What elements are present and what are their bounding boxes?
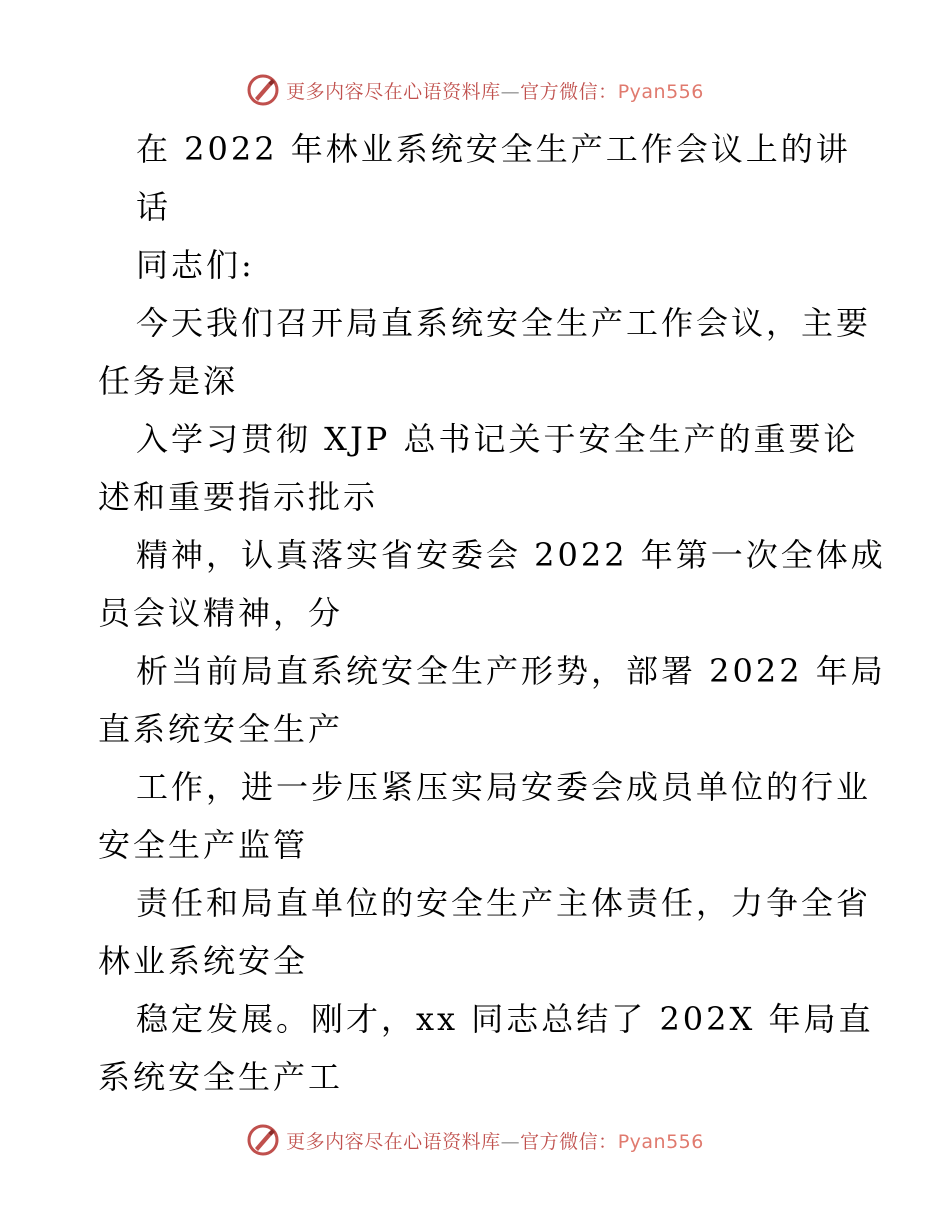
watermark-account: Pyan556 — [617, 1130, 704, 1153]
document-line: 话 — [136, 188, 172, 226]
watermark-dash: — — [500, 80, 521, 103]
watermark-dash: — — [500, 1130, 521, 1153]
pen-logo-icon — [246, 73, 280, 107]
document-line: 工作，进一步压紧压实局安委会成员单位的行业 — [136, 768, 872, 806]
watermark-text — [286, 77, 704, 104]
pen-logo-icon — [246, 1123, 280, 1157]
watermark-label: 官方微信： — [520, 80, 618, 103]
document-line: 任务是深 — [98, 362, 239, 400]
document-line: 述和重要指示批示 — [98, 478, 379, 516]
watermark-account: Pyan556 — [617, 80, 704, 103]
document-body — [98, 120, 886, 1106]
document-line: 精神，认真落实省安委会 2022 年第一次全体成 — [136, 536, 886, 574]
document-line: 今天我们召开局直系统安全生产工作会议，主要 — [136, 304, 872, 342]
watermark-site: 更多内容尽在心语资料库 — [286, 1130, 501, 1153]
document-line: 林业系统安全 — [98, 942, 309, 980]
document-line: 同志们: — [136, 246, 255, 284]
header-watermark — [0, 70, 950, 110]
footer-watermark — [0, 1120, 950, 1160]
document-line: 系统安全生产工 — [98, 1058, 344, 1096]
document-line: 安全生产监管 — [98, 826, 309, 864]
document-line: 入学习贯彻 XJP 总书记关于安全生产的重要论 — [136, 420, 859, 458]
document-line: 直系统安全生产 — [98, 710, 344, 748]
document-line: 稳定发展。刚才，xx 同志总结了 202X 年局直 — [136, 1000, 874, 1038]
watermark-label: 官方微信： — [520, 1130, 618, 1153]
watermark-text — [286, 1127, 704, 1154]
document-line: 责任和局直单位的安全生产主体责任，力争全省 — [136, 884, 872, 922]
watermark-site: 更多内容尽在心语资料库 — [286, 80, 501, 103]
document-line: 在 2022 年林业系统安全生产工作会议上的讲 — [136, 130, 851, 168]
document-line: 员会议精神，分 — [98, 594, 344, 632]
document-line: 析当前局直系统安全生产形势，部署 2022 年局 — [136, 652, 886, 690]
